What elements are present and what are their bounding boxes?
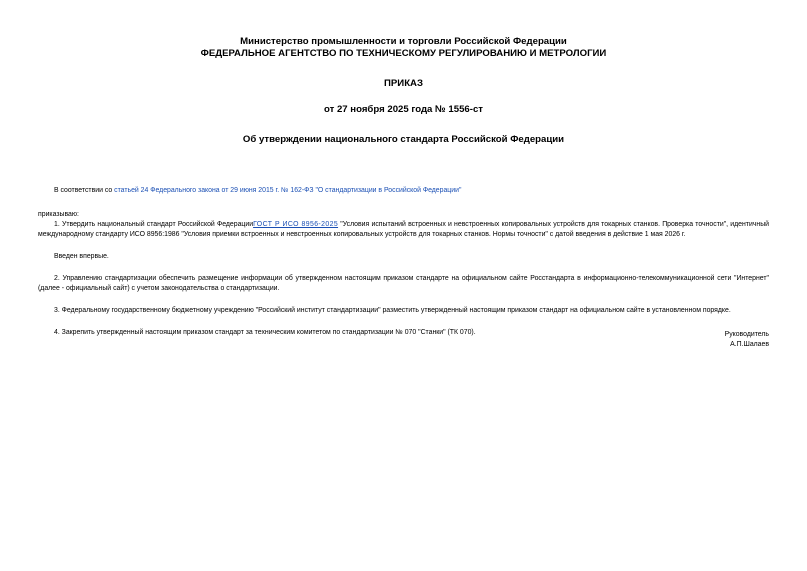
order-heading: ПРИКАЗ [384,78,423,89]
basis-paragraph [38,186,769,196]
item-3-paragraph: 3. Федеральному государственному бюджетному учреждению "Российский институт стандартизации" разместить утвержденный настоящим приказом стандарт на официальном сайте в установленном порядке. [54,307,731,314]
decree-word: приказываю: [38,211,79,218]
document-header [38,0,769,146]
ministry-name: Министерство промышленности и торговли Российской Федерации [240,36,567,47]
order-date-line: от 27 ноября 2025 года № 1556-ст [323,104,483,115]
item-2-paragraph: 2. Управлению стандартизации обеспечить размещение информации об утвержденном настоящим приказом стандарте на официальном сайте Росстандарта в информационно-телекоммуникационной сети "Интернет" (далее - официальный сайт) с учетом законодательства о стандартизации. [38,275,769,292]
signatory-position: Руководитель [724,331,769,338]
document-title: Об утверждении национального стандарта Российской Федерации [242,134,565,145]
item-1-suffix: "Условия испытаний встроенных и невстроенных копировальных устройств для токарных станков. Проверка точности", идентичный международному стандарту ИСО 8956:1986 "Условия приемки встроенных и невстроенных копировальных устройств для токарных станков. Нормы точности" с датой введения в действие 1 мая 2026 г. [38,221,769,238]
signature-block [725,330,769,350]
item-1-paragraph [38,220,769,240]
federal-law-link[interactable]: статьей 24 Федерального закона от 29 июня 2015 г. № 162-ФЗ "О стандартизации в Российской Федерации" [114,187,462,194]
agency-name: ФЕДЕРАЛЬНОЕ АГЕНТСТВО ПО ТЕХНИЧЕСКОМУ РЕГУЛИРОВАНИЮ И МЕТРОЛОГИИ [200,48,607,59]
intro-note: Введен впервые. [54,253,109,260]
item-4-paragraph: 4. Закрепить утвержденный настоящим приказом стандарт за техническим комитетом по стандартизации № 070 "Станки" (ТК 070). [54,329,476,336]
document-body [38,186,769,338]
signatory-name: А.П.Шалаев [730,341,769,348]
gost-standard-link[interactable]: ГОСТ Р ИСО 8956-2025 [253,221,339,228]
item-1-prefix: 1. Утвердить национальный стандарт Российской Федерации [54,221,254,228]
basis-prefix: В соответствии со [54,187,115,194]
